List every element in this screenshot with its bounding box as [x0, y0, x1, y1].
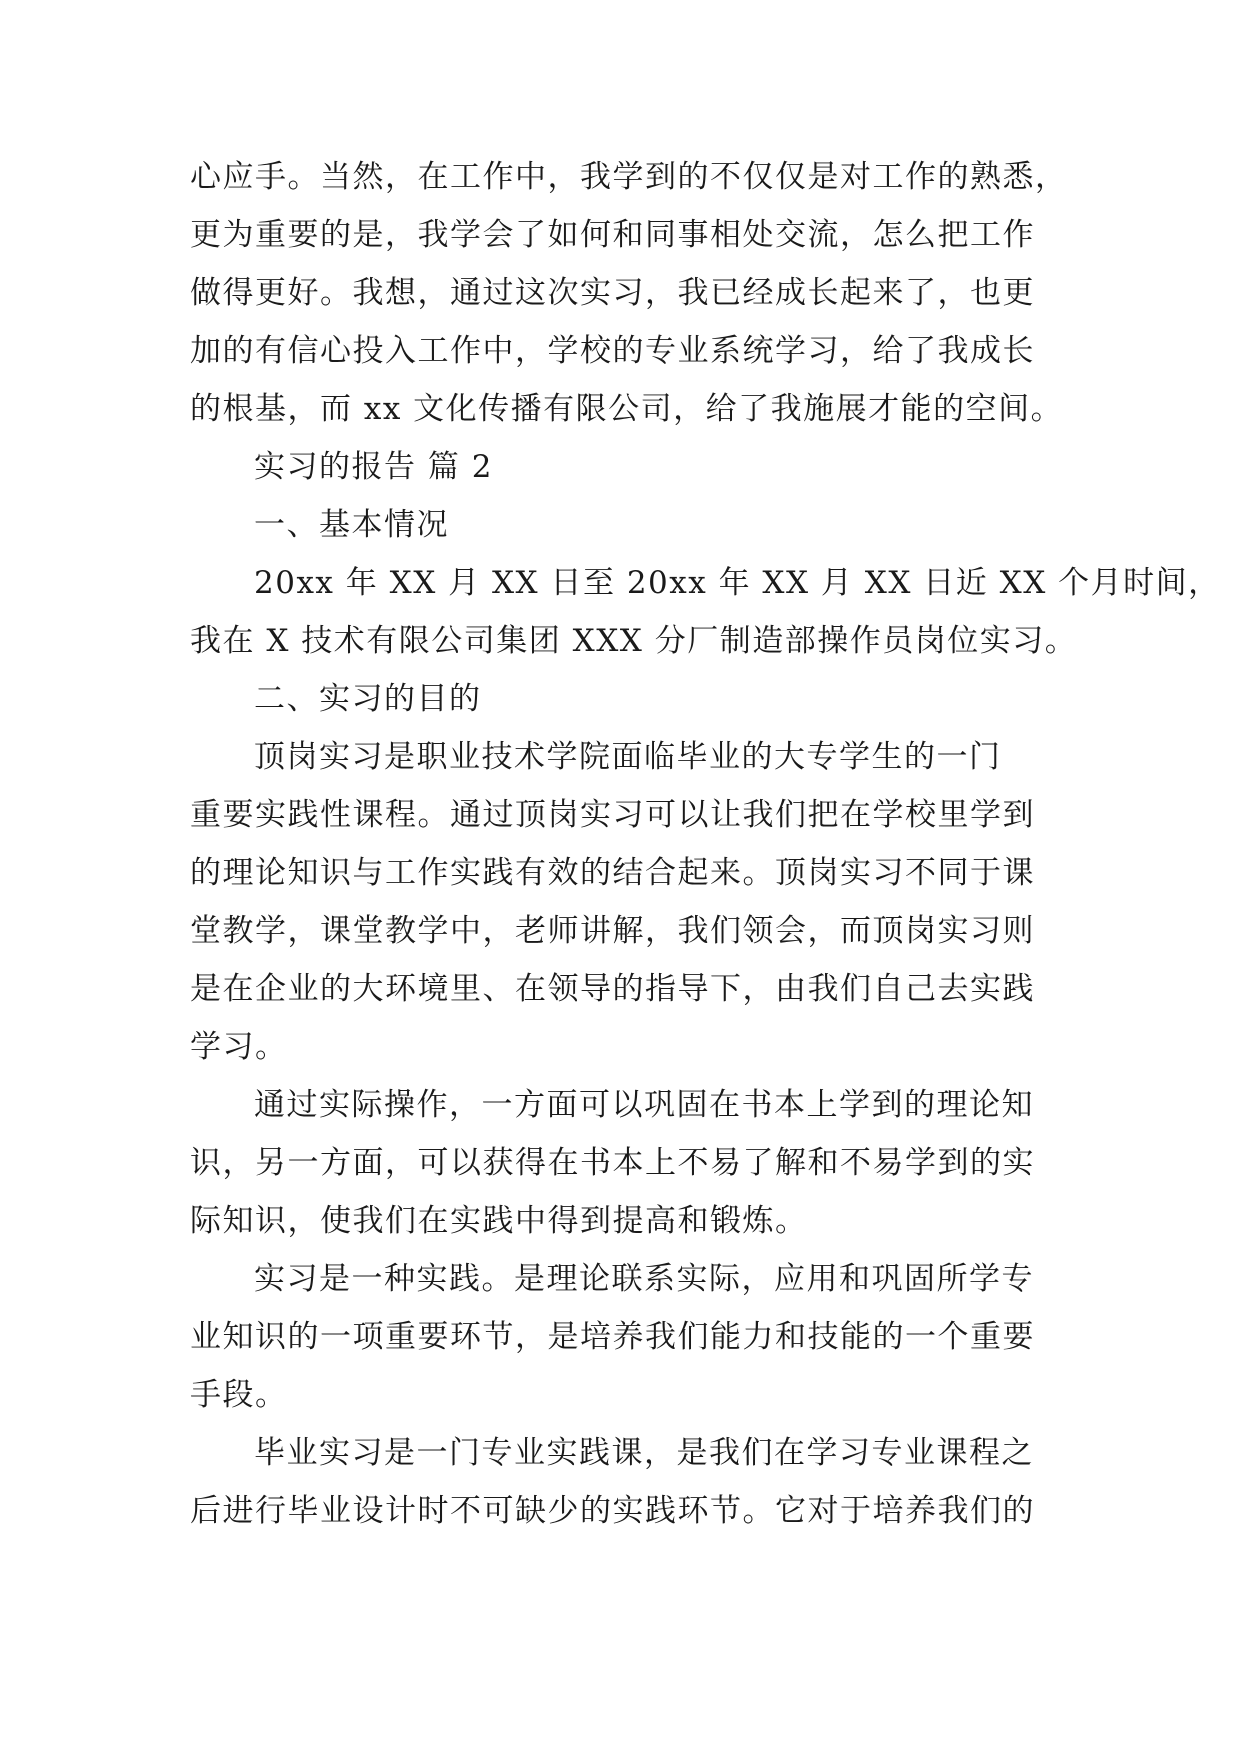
text-line-18: 识，另一方面，可以获得在书本上不易了解和不易学到的实 — [190, 1145, 1035, 1181]
section-heading-report-2: 实习的报告 篇 2 — [254, 449, 493, 485]
text-line-17: 通过实际操作，一方面可以巩固在书本上学到的理论知 — [254, 1087, 1034, 1123]
document-body — [190, 148, 1221, 1540]
text-line-5: 的根基，而 xx 文化传播有限公司，给了我施展才能的空间。 — [190, 391, 1064, 427]
text-line-22: 手段。 — [190, 1377, 288, 1413]
section-heading-purpose: 二、实习的目的 — [254, 681, 482, 717]
section-heading-basic-situation: 一、基本情况 — [254, 507, 449, 543]
text-line-4: 加的有信心投入工作中，学校的专业系统学习，给了我成长 — [190, 333, 1035, 369]
text-line-14: 堂教学，课堂教学中，老师讲解，我们领会，而顶岗实习则 — [190, 913, 1035, 949]
text-line-13: 的理论知识与工作实践有效的结合起来。顶岗实习不同于课 — [190, 855, 1035, 891]
text-line-16: 学习。 — [190, 1029, 288, 1065]
text-line-8: 20xx 年 XX 月 XX 日至 20xx 年 XX 月 XX 日近 XX 个月时间， — [254, 565, 1221, 601]
text-line-19: 际知识，使我们在实践中得到提高和锻炼。 — [190, 1203, 808, 1239]
text-line-24: 后进行毕业设计时不可缺少的实践环节。它对于培养我们的 — [190, 1493, 1035, 1529]
text-line-21: 业知识的一项重要环节，是培养我们能力和技能的一个重要 — [190, 1319, 1035, 1355]
text-line-9: 我在 X 技术有限公司集团 XXX 分厂制造部操作员岗位实习。 — [190, 623, 1078, 659]
text-line-3: 做得更好。我想，通过这次实习，我已经成长起来了，也更 — [190, 275, 1035, 311]
text-line-15: 是在企业的大环境里、在领导的指导下，由我们自己去实践 — [190, 971, 1035, 1007]
text-line-23: 毕业实习是一门专业实践课，是我们在学习专业课程之 — [254, 1435, 1034, 1471]
text-line-11: 顶岗实习是职业技术学院面临毕业的大专学生的一门 — [254, 739, 1002, 775]
text-line-20: 实习是一种实践。是理论联系实际，应用和巩固所学专 — [254, 1261, 1034, 1297]
text-line-12: 重要实践性课程。通过顶岗实习可以让我们把在学校里学到 — [190, 797, 1035, 833]
text-line-1: 心应手。当然，在工作中，我学到的不仅仅是对工作的熟悉， — [190, 159, 1068, 195]
text-line-2: 更为重要的是，我学会了如何和同事相处交流，怎么把工作 — [190, 217, 1035, 253]
